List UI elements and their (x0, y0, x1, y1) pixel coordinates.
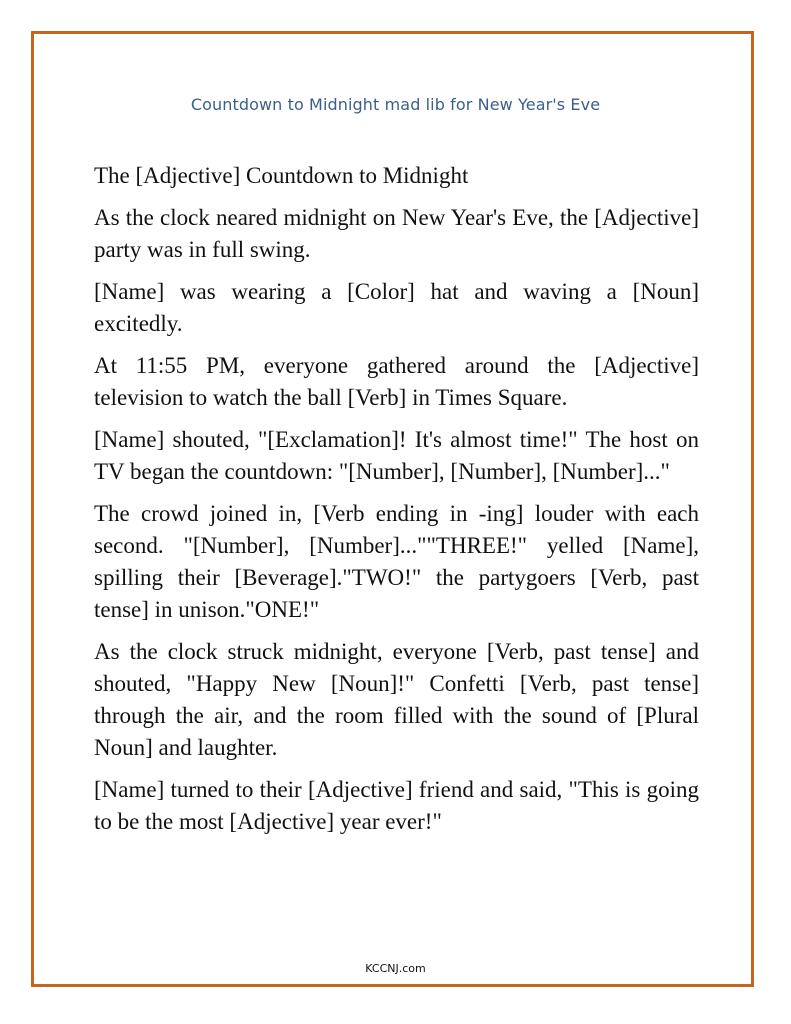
footer-site: KCCNJ.com (365, 962, 426, 975)
page-header-title: Countdown to Midnight mad lib for New Year's Eve (190, 95, 601, 114)
story-paragraph: As the clock struck midnight, everyone [Verb, past tense] and shouted, "Happy New [Noun]!" Confetti [Verb, past tense] through the air, and the room filled with the sound of [Plural Noun] and laughter. (94, 639, 699, 760)
story-title: The [Adjective] Countdown to Midnight (94, 163, 469, 188)
story-content (94, 160, 699, 848)
story-paragraph: [Name] shouted, "[Exclamation]! It's almost time!" The host on TV began the countdown: "[Number], [Number], [Number]..." (94, 427, 699, 484)
story-paragraph: [Name] turned to their [Adjective] friend and said, "This is going to be the most [Adjective] year ever!" (94, 777, 699, 834)
story-paragraph: At 11:55 PM, everyone gathered around the [Adjective] television to watch the ball [Verb] in Times Square. (94, 353, 699, 410)
story-paragraph: The crowd joined in, [Verb ending in -ing] louder with each second. "[Number], [Number]...""THREE!" yelled [Name], spilling their [Beverage]."TWO!" the partygoers [Verb, past tense] in unison."ONE!" (94, 501, 699, 622)
story-paragraph: [Name] was wearing a [Color] hat and waving a [Noun] excitedly. (94, 279, 699, 336)
story-paragraph: As the clock neared midnight on New Year's Eve, the [Adjective] party was in full swing. (94, 205, 699, 262)
